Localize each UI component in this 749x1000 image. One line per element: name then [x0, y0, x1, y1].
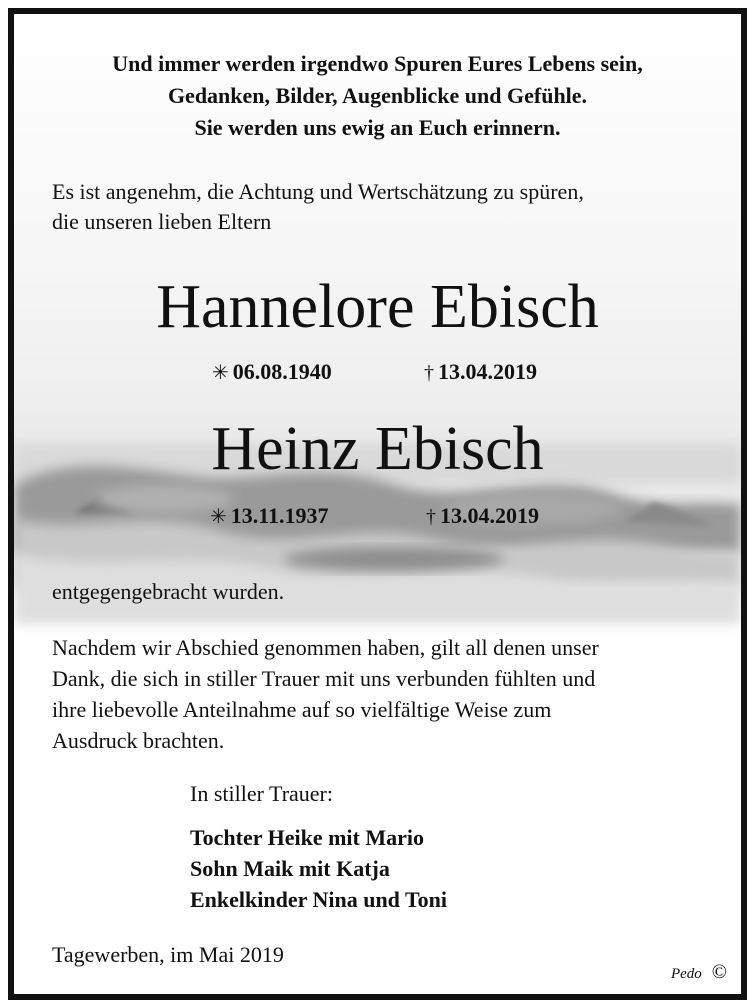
motto-line: Und immer werden irgendwo Spuren Eures Lebens sein,	[112, 51, 643, 76]
birth-star-icon: ✳	[210, 506, 227, 528]
birth-date-value: 06.08.1940	[232, 359, 332, 384]
credit-author: Pedo	[670, 966, 702, 982]
family-member: Sohn Maik mit Katja	[190, 856, 390, 881]
death-date-1	[424, 358, 537, 387]
mourning-intro: In stiller Trauer:	[190, 781, 333, 806]
birth-date-1	[212, 358, 332, 387]
copyright-icon: ©	[711, 961, 727, 983]
death-date-value: 13.04.2019	[440, 503, 539, 528]
birth-star-icon: ✳	[212, 362, 229, 384]
thanks-line: Dank, die sich in stiller Trauer mit uns verbunden fühlten und	[52, 666, 596, 691]
notice-frame	[8, 8, 747, 1000]
thanks-line: ihre liebevolle Anteilnahme auf so vielfältige Weise zum	[52, 697, 552, 722]
death-date-value: 13.04.2019	[438, 359, 537, 384]
family-member: Tochter Heike mit Mario	[190, 825, 425, 850]
deceased-name-2: Heinz Ebisch	[211, 415, 544, 483]
family-list	[190, 822, 747, 915]
death-cross-icon: †	[426, 506, 436, 528]
place-date: Tagewerben, im Mai 2019	[52, 942, 284, 967]
motto-line: Gedanken, Bilder, Augenblicke und Gefühle.	[167, 83, 588, 108]
birth-date-2	[210, 502, 329, 531]
death-date-2	[426, 502, 539, 531]
intro-line: die unseren lieben Eltern	[52, 209, 272, 234]
intro-text	[52, 177, 712, 237]
family-member: Enkelkinder Nina und Toni	[190, 887, 448, 912]
thanks-line: Nachdem wir Abschied genommen haben, gilt all denen unser	[52, 635, 599, 660]
thanks-paragraph	[52, 632, 722, 756]
thanks-line: Ausdruck brachten.	[52, 728, 225, 753]
after-names-text: entgegengebracht wurden.	[52, 579, 285, 604]
deceased-name-1: Hannelore Ebisch	[156, 273, 599, 341]
death-cross-icon: †	[424, 362, 434, 384]
motto-verse	[14, 48, 741, 144]
motto-line: Sie werden uns ewig an Euch erinnern.	[194, 115, 561, 140]
artist-credit	[671, 961, 727, 984]
birth-date-value: 13.11.1937	[230, 503, 329, 528]
intro-line: Es ist angenehm, die Achtung und Wertschätzung zu spüren,	[52, 179, 584, 204]
